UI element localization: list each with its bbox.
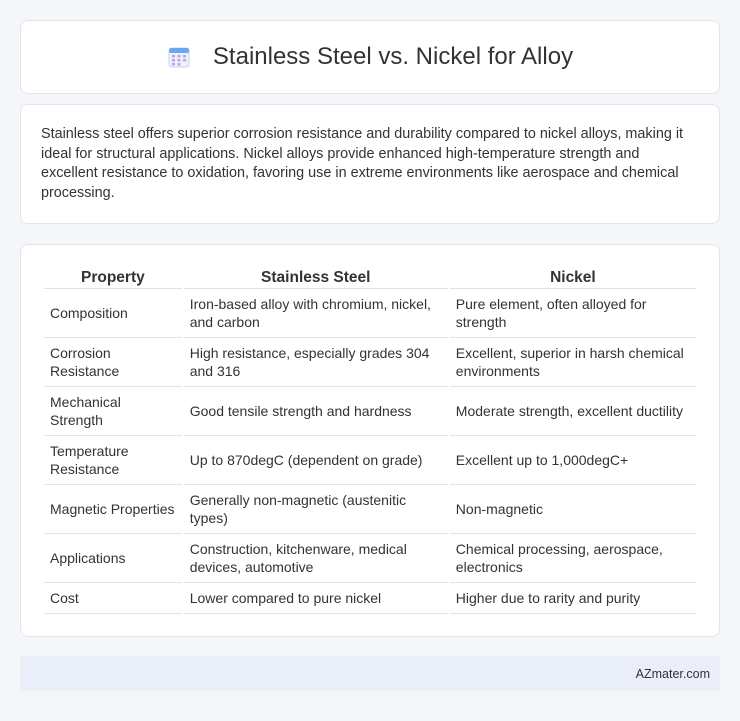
- title-card: [20, 20, 720, 94]
- cell-stainless-steel: High resistance, especially grades 304 and 316: [184, 338, 448, 387]
- cell-stainless-steel: Good tensile strength and hardness: [184, 387, 448, 436]
- table-row: [44, 485, 696, 534]
- cell-stainless-steel: Construction, kitchenware, medical devices, automotive: [184, 534, 448, 583]
- header-property: Property: [44, 265, 182, 289]
- table-row: [44, 387, 696, 436]
- table-header-row: [44, 265, 696, 289]
- cell-nickel: Non-magnetic: [450, 485, 696, 534]
- table-row: [44, 338, 696, 387]
- cell-nickel: Higher due to rarity and purity: [450, 583, 696, 614]
- cell-nickel: Chemical processing, aerospace, electronics: [450, 534, 696, 583]
- page-title: Stainless Steel vs. Nickel for Alloy: [212, 43, 574, 70]
- comparison-table: [42, 265, 698, 614]
- footer-brand: AZmater.com: [635, 666, 710, 681]
- cell-stainless-steel: Generally non-magnetic (austenitic types): [184, 485, 448, 534]
- cell-nickel: Moderate strength, excellent ductility: [450, 387, 696, 436]
- cell-property: Mechanical Strength: [44, 387, 182, 436]
- cell-nickel: Excellent, superior in harsh chemical environments: [450, 338, 696, 387]
- cell-property: Corrosion Resistance: [44, 338, 182, 387]
- cell-stainless-steel: Lower compared to pure nickel: [184, 583, 448, 614]
- table-row: [44, 436, 696, 485]
- cell-nickel: Pure element, often alloyed for strength: [450, 289, 696, 338]
- calendar-icon: [167, 45, 191, 69]
- cell-property: Composition: [44, 289, 182, 338]
- comparison-card: [20, 244, 720, 637]
- cell-property: Temperature Resistance: [44, 436, 182, 485]
- table-row: [44, 289, 696, 338]
- cell-property: Magnetic Properties: [44, 485, 182, 534]
- cell-property: Cost: [44, 583, 182, 614]
- table-row: [44, 583, 696, 614]
- summary-text: Stainless steel offers superior corrosion resistance and durability compared to nickel alloys, making it ideal for structural applications. Nickel alloys provide enhanced high-temperature strength and excellent resistance to oxidation, favoring use in extreme environments like aerospace and chemical processing.: [41, 126, 684, 201]
- cell-stainless-steel: Iron-based alloy with chromium, nickel, and carbon: [184, 289, 448, 338]
- footer: [20, 656, 720, 691]
- table-row: [44, 534, 696, 583]
- cell-nickel: Excellent up to 1,000degC+: [450, 436, 696, 485]
- summary-card: [20, 104, 720, 224]
- header-nickel: Nickel: [450, 265, 696, 289]
- cell-property: Applications: [44, 534, 182, 583]
- header-stainless-steel: Stainless Steel: [184, 265, 448, 289]
- cell-stainless-steel: Up to 870degC (dependent on grade): [184, 436, 448, 485]
